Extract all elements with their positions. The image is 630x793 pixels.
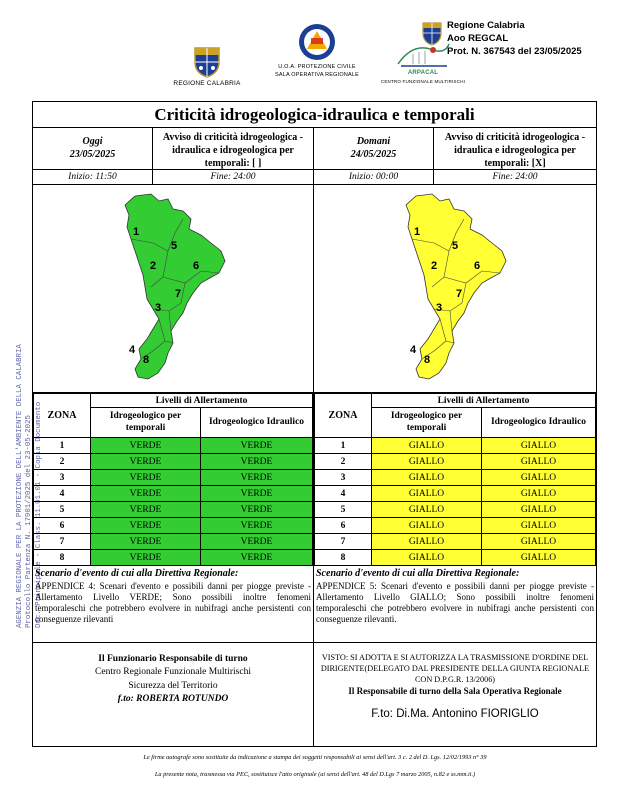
tomorrow-map bbox=[314, 185, 596, 393]
zone-number: 1 bbox=[315, 438, 372, 454]
bulletin-frame bbox=[32, 101, 597, 747]
scenario-title: Scenario d'evento di cui alla Direttiva Regionale: bbox=[316, 568, 520, 579]
level-idraulico: VERDE bbox=[201, 502, 313, 518]
svg-text:7: 7 bbox=[456, 288, 463, 300]
zone-number: 8 bbox=[34, 550, 91, 566]
svg-text:4: 4 bbox=[129, 344, 136, 356]
zone-number: 3 bbox=[315, 470, 372, 486]
document-header bbox=[0, 0, 630, 100]
day-label: Oggi bbox=[82, 136, 103, 147]
level-idraulico: VERDE bbox=[201, 454, 313, 470]
level-temporali: VERDE bbox=[91, 518, 201, 534]
level-idraulico: GIALLO bbox=[482, 486, 596, 502]
level-idraulico: GIALLO bbox=[482, 550, 596, 566]
svg-text:8: 8 bbox=[143, 354, 150, 366]
svg-text:5: 5 bbox=[452, 240, 459, 252]
level-idraulico: VERDE bbox=[201, 534, 313, 550]
visto-text: VISTO: SI ADOTTA E SI AUTORIZZA LA TRASMISSIONE D'ORDINE DEL DIRIGENTE(DELEGATO DAL PRESIDENTE DELLA GIUNTA REGIONALE CON D.P.G.R. 13/2006) bbox=[320, 653, 590, 685]
alert-levels-table bbox=[314, 393, 596, 566]
logo-caption-1: U.O.A. PROTEZIONE CIVILE bbox=[278, 64, 356, 70]
today-date-cell bbox=[33, 128, 153, 169]
svg-text:8: 8 bbox=[424, 354, 431, 366]
protocol-line-2: Aoo REGCAL bbox=[447, 32, 509, 44]
zone-number: 6 bbox=[315, 518, 372, 534]
sig-role: Il Funzionario Responsabile di turno bbox=[98, 654, 248, 664]
levels-header: Livelli di Allertamento bbox=[372, 394, 596, 408]
logo-caption-2: SALA OPERATIVA REGIONALE bbox=[274, 72, 360, 79]
level-temporali: VERDE bbox=[91, 486, 201, 502]
level-temporali: VERDE bbox=[91, 454, 201, 470]
signature-left bbox=[33, 643, 314, 746]
table-row bbox=[34, 470, 313, 486]
responsabile-text: Il Responsabile di turno della Sala Operativa Regionale bbox=[348, 686, 562, 697]
tomorrow-scenario bbox=[314, 566, 596, 626]
start-time: Inizio: 00:00 bbox=[314, 170, 434, 184]
avviso-text: Avviso di criticità idrogeologica - idraulica e idrogeologica per temporali: [ ] bbox=[162, 132, 304, 169]
zone-number: 4 bbox=[315, 486, 372, 502]
table-row bbox=[315, 550, 596, 566]
svg-text:6: 6 bbox=[474, 260, 481, 272]
svg-text:1: 1 bbox=[414, 226, 421, 238]
level-idraulico: VERDE bbox=[201, 486, 313, 502]
regione-calabria-logo bbox=[172, 44, 242, 87]
civil-protection-icon bbox=[297, 22, 337, 62]
table-row bbox=[34, 550, 313, 566]
tomorrow-panel bbox=[314, 128, 596, 642]
protezione-civile-logo bbox=[262, 22, 372, 79]
table-row bbox=[34, 486, 313, 502]
zone-number: 5 bbox=[315, 502, 372, 518]
zone-number: 5 bbox=[34, 502, 91, 518]
zone-number: 2 bbox=[315, 454, 372, 470]
level-idraulico: GIALLO bbox=[482, 470, 596, 486]
svg-text:2: 2 bbox=[431, 260, 438, 272]
col-temporali-header: Idrogeologico per temporali bbox=[372, 408, 482, 438]
table-row bbox=[315, 502, 596, 518]
sig-department: Sicurezza del Territorio bbox=[128, 680, 218, 691]
start-time: Inizio: 11:50 bbox=[33, 170, 153, 184]
svg-text:4: 4 bbox=[410, 344, 417, 356]
level-temporali: GIALLO bbox=[372, 550, 482, 566]
level-temporali: GIALLO bbox=[372, 534, 482, 550]
coat-of-arms-icon bbox=[421, 20, 443, 46]
level-temporali: VERDE bbox=[91, 550, 201, 566]
calabria-zone-map bbox=[113, 191, 233, 386]
level-temporali: VERDE bbox=[91, 438, 201, 454]
end-time: Fine: 24:00 bbox=[210, 172, 256, 182]
logo-caption-2: CENTRO FUNZIONALE MULTIRISCHI bbox=[380, 78, 466, 84]
table-row bbox=[34, 534, 313, 550]
col-idraulico-header: Idrogeologico Idraulico bbox=[201, 408, 313, 438]
level-idraulico: VERDE bbox=[201, 518, 313, 534]
protocol-line-1: Regione Calabria bbox=[447, 20, 525, 31]
logo-caption: REGIONE CALABRIA bbox=[173, 80, 241, 87]
table-row bbox=[315, 438, 596, 454]
scenario-text: APPENDICE 4: Scenari d'evento e possibili danni per piogge previste - Allertamento Livello VERDE; Sono possibili inoltre fenomeni temporaleschi che potrebbero evolvere in nubifragi anche persistenti con conseguenze rilevanti bbox=[35, 580, 311, 625]
level-temporali: VERDE bbox=[91, 470, 201, 486]
table-row bbox=[315, 534, 596, 550]
zone-number: 6 bbox=[34, 518, 91, 534]
level-idraulico: VERDE bbox=[201, 470, 313, 486]
day-label: Domani bbox=[356, 136, 391, 147]
logo-caption-1: ARPACAL bbox=[407, 70, 439, 76]
tomorrow-date-cell bbox=[314, 128, 434, 169]
zone-number: 4 bbox=[34, 486, 91, 502]
levels-header: Livelli di Allertamento bbox=[91, 394, 313, 408]
signature-right bbox=[314, 643, 596, 746]
zone-number: 7 bbox=[34, 534, 91, 550]
zone-header: ZONA bbox=[315, 394, 372, 438]
level-idraulico: GIALLO bbox=[482, 502, 596, 518]
footer-note-2: La presente nota, trasmessa via PEC, sostituisce l'atto originale (ai sensi dell'art. 48 del D.Lgs 7 marzo 2005, n.82 e ss.mm.ii.) bbox=[154, 771, 476, 778]
footer-note-1: Le firme autografe sono sostituite da indicazione a stampa dei soggetti responsabili ai sensi dell'art. 3 c. 2 del D. Lgs. 12/02/1993 n° 39 bbox=[143, 754, 487, 761]
table-row bbox=[34, 454, 313, 470]
table-row bbox=[315, 486, 596, 502]
level-temporali: GIALLO bbox=[372, 438, 482, 454]
level-temporali: GIALLO bbox=[372, 518, 482, 534]
zone-header: ZONA bbox=[34, 394, 91, 438]
today-panel bbox=[33, 128, 314, 642]
svg-text:6: 6 bbox=[193, 260, 200, 272]
level-idraulico: VERDE bbox=[201, 438, 313, 454]
level-temporali: GIALLO bbox=[372, 470, 482, 486]
svg-text:3: 3 bbox=[436, 302, 443, 314]
level-idraulico: GIALLO bbox=[482, 438, 596, 454]
table-row bbox=[34, 518, 313, 534]
level-temporali: VERDE bbox=[91, 534, 201, 550]
day-date: 23/05/2025 bbox=[69, 149, 116, 160]
bulletin-title: Criticità idrogeologica-idraulica e temporali bbox=[33, 102, 596, 128]
protocol-block bbox=[421, 20, 621, 58]
stamp-line-3: Doc. Principale - Class. 11.01.01 - Copia Documento bbox=[34, 401, 43, 628]
day-date: 24/05/2025 bbox=[350, 149, 397, 160]
table-row bbox=[34, 438, 313, 454]
col-idraulico-header: Idrogeologico Idraulico bbox=[482, 408, 596, 438]
calabria-zone-map bbox=[394, 191, 514, 386]
zone-number: 8 bbox=[315, 550, 372, 566]
svg-text:2: 2 bbox=[150, 260, 157, 272]
table-row bbox=[315, 470, 596, 486]
zone-number: 1 bbox=[34, 438, 91, 454]
today-map bbox=[33, 185, 313, 393]
signature-block bbox=[33, 642, 596, 746]
scenario-title: Scenario d'evento di cui alla Direttiva Regionale: bbox=[35, 568, 239, 579]
scenario-text: APPENDICE 5: Scenari d'evento e possibili danni per piogge previste - Allertamento Livello GIALLO; Sono possibili inoltre fenomeni temporaleschi che potrebbero evolvere in nubifragi anche persistenti con conseguenze rilevanti. bbox=[316, 580, 594, 625]
svg-text:5: 5 bbox=[171, 240, 178, 252]
end-time: Fine: 24:00 bbox=[492, 172, 538, 182]
table-row bbox=[34, 502, 313, 518]
level-temporali: GIALLO bbox=[372, 454, 482, 470]
level-temporali: GIALLO bbox=[372, 502, 482, 518]
svg-text:7: 7 bbox=[175, 288, 182, 300]
stamp-line-2: Protocollo Partenza N. 17901/2025 del 23-05-2025 bbox=[25, 415, 34, 628]
zone-number: 7 bbox=[315, 534, 372, 550]
protocol-number: Prot. N. 367543 del 23/05/2025 bbox=[447, 45, 582, 57]
zone-number: 2 bbox=[34, 454, 91, 470]
table-row bbox=[315, 518, 596, 534]
sig-name: f.to: ROBERTA ROTUNDO bbox=[117, 693, 229, 704]
today-scenario bbox=[33, 566, 313, 626]
svg-text:3: 3 bbox=[155, 302, 162, 314]
svg-text:1: 1 bbox=[133, 226, 140, 238]
coat-of-arms-icon bbox=[192, 44, 222, 78]
level-idraulico: GIALLO bbox=[482, 454, 596, 470]
sig-name: F.to: Di.Ma. Antonino FIORIGLIO bbox=[371, 708, 539, 721]
level-temporali: VERDE bbox=[91, 502, 201, 518]
level-idraulico: GIALLO bbox=[482, 518, 596, 534]
level-idraulico: GIALLO bbox=[482, 534, 596, 550]
table-row bbox=[315, 454, 596, 470]
level-idraulico: VERDE bbox=[201, 550, 313, 566]
avviso-text: Avviso di criticità idrogeologica - idraulica e idrogeologica per temporali: [X] bbox=[444, 132, 586, 169]
alert-levels-table bbox=[33, 393, 313, 566]
sig-office: Centro Regionale Funzionale Multirischi bbox=[95, 667, 251, 678]
level-temporali: GIALLO bbox=[372, 486, 482, 502]
stamp-line-1: AGENZIA REGIONALE PER LA PROTEZIONE DELL'AMBIENTE DELLA CALABRIA bbox=[16, 344, 24, 628]
zone-number: 3 bbox=[34, 470, 91, 486]
col-temporali-header: Idrogeologico per temporali bbox=[91, 408, 201, 438]
